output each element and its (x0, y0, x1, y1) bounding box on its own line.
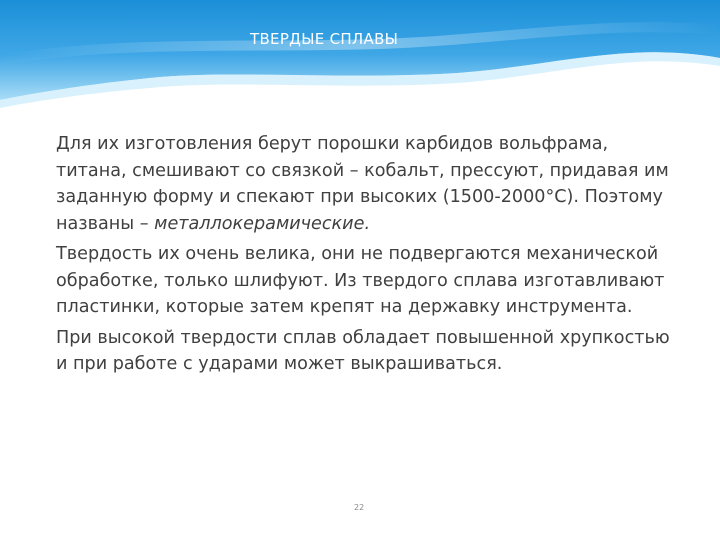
header-wave-banner (0, 0, 720, 110)
slide-title: ТВЕРДЫЕ СПЛАВЫ (250, 30, 399, 48)
paragraph-1-text: Для их изготовления берут порошки карбидов вольфрама, титана, смешивают со связкой – кобальт, прессуют, придавая им заданную форму и спекают при высоких (1500-2000°С). Поэтому названы – (56, 134, 669, 234)
paragraph-3: При высокой твердости сплав обладает повышенной хрупкостью и при работе с ударами может выкрашиваться. (56, 327, 670, 374)
page-number: 22 (354, 503, 365, 512)
paragraph-2: Твердость их очень велика, они не подвергаются механической обработке, только шлифуют. Из твердого сплава изготавливают пластинки, которые затем крепят на державку инструмента. (56, 244, 665, 317)
paragraph-1 (56, 131, 676, 237)
slide-body (56, 131, 676, 382)
paragraph-1-emphasis: металлокерамические. (154, 213, 371, 234)
